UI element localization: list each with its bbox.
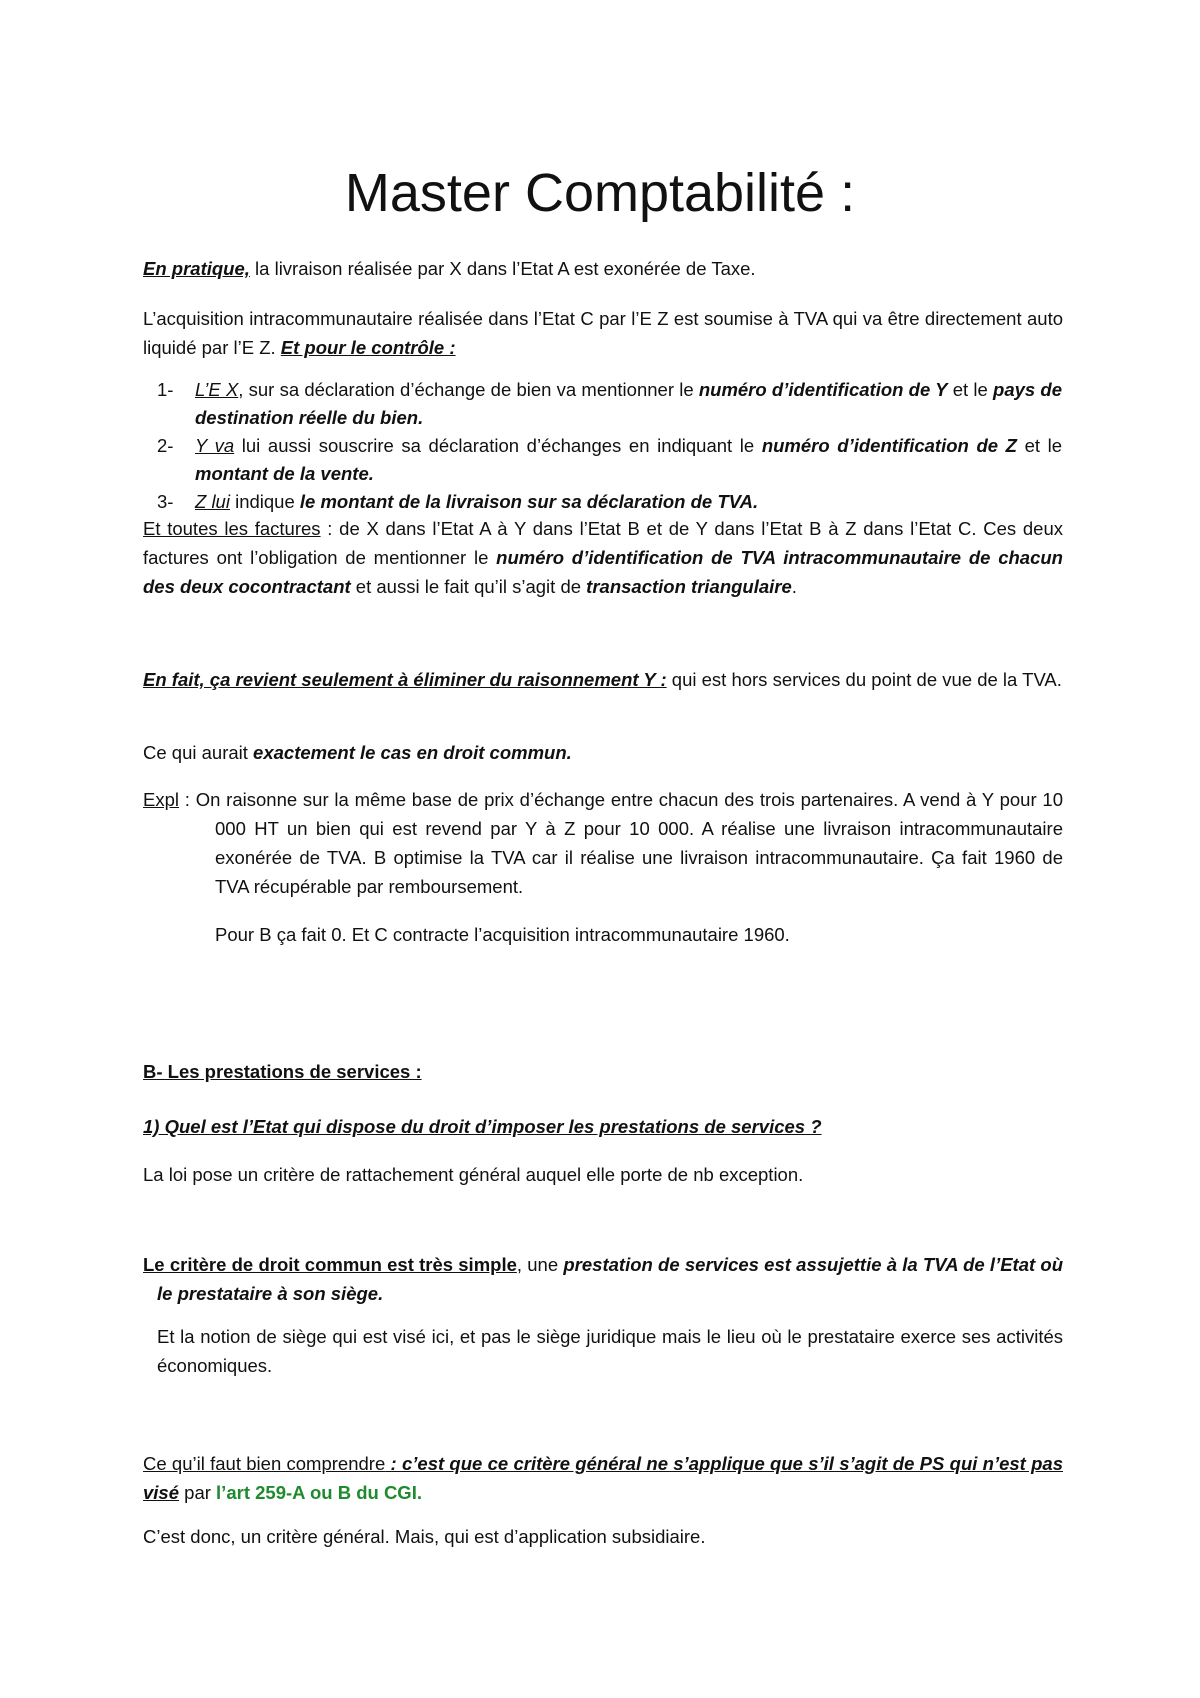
list-emphasis: numéro d’identification de Y <box>698 379 948 400</box>
list-text: et le <box>947 379 994 400</box>
list-text: indique <box>229 491 300 512</box>
paragraph-text: qui est hors services du point de vue de la TVA. <box>666 669 1062 690</box>
paragraph-text: Et la notion de siège qui est visé ici, et pas le siège juridique mais le lieu où le prestataire exerce ses activités économiques. <box>157 1326 1063 1376</box>
paragraph-acquisition <box>143 304 1063 362</box>
list-text: et le <box>1016 435 1063 456</box>
paragraph-emphasis: numéro d’identification de TVA intracommunautaire de chacun des deux cocontractant <box>143 547 1063 597</box>
list-emphasis: montant de la vente. <box>195 463 374 484</box>
paragraph-emphasis: exactement le cas en droit commun. <box>253 742 572 763</box>
lead-comprendre: Ce qu’il faut bien comprendre <box>143 1453 386 1474</box>
list-subject: L’E X <box>195 379 239 400</box>
paragraph-pratique <box>143 254 1063 283</box>
section-title: B- Les prestations de services : <box>143 1061 422 1082</box>
paragraph-text: , une <box>516 1254 564 1275</box>
document-title: Master Comptabilité : <box>344 163 856 223</box>
paragraph-text: par <box>179 1482 217 1503</box>
list-item <box>157 432 1062 488</box>
paragraph-text: La loi pose un critère de rattachement général auquel elle porte de nb exception. <box>143 1164 804 1185</box>
paragraph-text: . <box>791 576 797 597</box>
paragraph-text: : On raisonne sur la même base de prix d’échange entre chacun des trois partenaires. A vend à Y pour 10 000 HT un bien qui est revend par Y à Z pour 10 000. A réalise une livraison intracommunautaire exonérée de TVA. B optimise la TVA car il réalise une livraison intracommunautaire. Ça fait 1960 de TVA récupérable par remboursement. <box>179 789 1063 897</box>
paragraph-siege <box>157 1322 1063 1380</box>
paragraph-text: Pour B ça fait 0. Et C contracte l’acquisition intracommunautaire 1960. <box>215 924 790 945</box>
paragraph-emphasis: : c’est que ce critère général ne s’applique que s’il s’agit de PS qui n’est pas visé <box>143 1453 1064 1503</box>
paragraph-conclusion <box>143 1522 1063 1551</box>
list-subject: Z lui <box>195 491 230 512</box>
lead-controle: Et pour le contrôle : <box>280 337 456 358</box>
list-item <box>157 488 1062 516</box>
paragraph-text: C’est donc, un critère général. Mais, qui est d’application subsidiaire. <box>143 1526 706 1547</box>
list-emphasis: numéro d’identification de Z <box>761 435 1017 456</box>
lead-en-fait: En fait, ça revient seulement à éliminer du raisonnement Y : <box>143 669 667 690</box>
question-title: 1) Quel est l’Etat qui dispose du droit d’imposer les prestations de services ? <box>143 1116 822 1137</box>
paragraph-text: L’acquisition intracommunautaire réalisée dans l’Etat C par l’E Z est soumise à TVA qui va être directement auto liquidé par l’E Z. <box>143 308 1063 358</box>
paragraph-example <box>143 785 1063 901</box>
lead-critere: Le critère de droit commun est très simple <box>143 1254 517 1275</box>
section-heading-b <box>143 1057 1063 1086</box>
paragraph-emphasis: transaction triangulaire <box>586 576 792 597</box>
paragraph-example-cont <box>215 920 1063 949</box>
question-heading <box>143 1112 1063 1141</box>
list-item <box>157 376 1062 432</box>
lead-en-pratique: En pratique, <box>143 258 250 279</box>
article-reference: l’art 259-A ou B du CGI. <box>216 1482 422 1503</box>
list-subject: Y va <box>195 435 235 456</box>
list-text: lui aussi souscrire sa déclaration d’échanges en indiquant le <box>234 435 762 456</box>
paragraph-text: et aussi le fait qu’il s’agit de <box>350 576 587 597</box>
list-number: 1- <box>157 379 174 400</box>
list-emphasis: le montant de la livraison sur sa déclaration de TVA. <box>299 491 759 512</box>
example-label: Expl <box>143 789 179 810</box>
lead-factures: Et toutes les factures <box>143 518 321 539</box>
paragraph-factures <box>143 514 1063 601</box>
paragraph-critere <box>143 1250 1063 1308</box>
list-emphasis: pays de destination réelle du bien. <box>195 379 1062 428</box>
list-text: , sur sa déclaration d’échange de bien va mentionner le <box>238 379 699 400</box>
list-number: 2- <box>157 435 174 456</box>
paragraph-comprendre <box>143 1449 1063 1507</box>
list-number: 3- <box>157 491 174 512</box>
paragraph-en-fait <box>143 665 1063 694</box>
paragraph-text: Ce qui aurait <box>143 742 254 763</box>
paragraph-emphasis: prestation de services est assujettie à la TVA de l’Etat où le prestataire à son siège. <box>157 1254 1063 1304</box>
paragraph-text: la livraison réalisée par X dans l’Etat A est exonérée de Taxe. <box>249 258 756 279</box>
paragraph-loi <box>143 1160 1063 1189</box>
paragraph-text: : de X dans l’Etat A à Y dans l’Etat B et de Y dans l’Etat B à Z dans l’Etat C. Ces deux factures ont l’obligation de mentionner le <box>143 518 1063 568</box>
paragraph-droit-commun <box>143 738 1063 767</box>
